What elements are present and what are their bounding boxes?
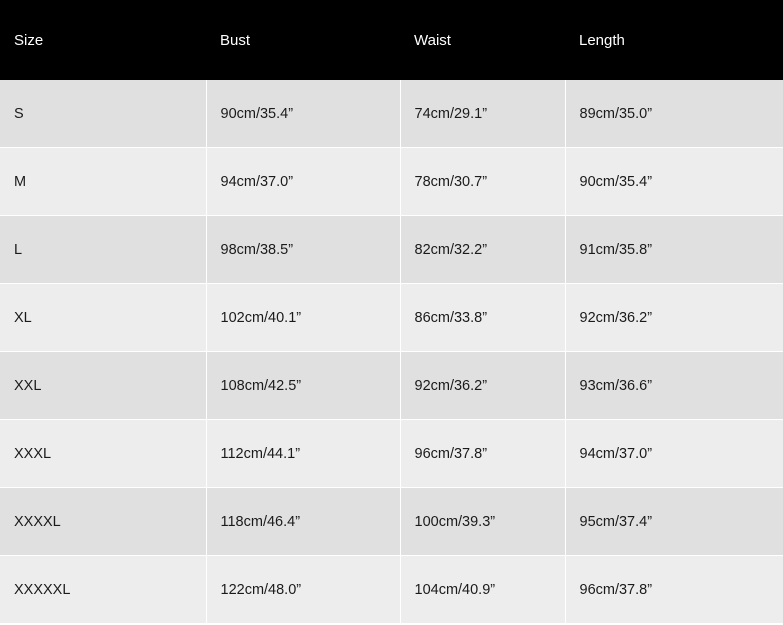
cell-length: 90cm/35.4” [565, 148, 783, 216]
table-header [0, 0, 783, 80]
cell-size: L [0, 216, 206, 284]
cell-waist: 74cm/29.1” [400, 80, 565, 148]
cell-waist: 96cm/37.8” [400, 420, 565, 488]
cell-size: XXXL [0, 420, 206, 488]
table-row [0, 80, 783, 148]
cell-waist: 78cm/30.7” [400, 148, 565, 216]
table-row [0, 488, 783, 556]
table-row [0, 420, 783, 488]
cell-size: S [0, 80, 206, 148]
cell-length: 89cm/35.0” [565, 80, 783, 148]
cell-waist: 92cm/36.2” [400, 352, 565, 420]
table-body [0, 80, 783, 624]
column-header-size: Size [0, 0, 206, 80]
cell-waist: 100cm/39.3” [400, 488, 565, 556]
table-row [0, 352, 783, 420]
cell-size: XXXXXL [0, 556, 206, 624]
cell-length: 94cm/37.0” [565, 420, 783, 488]
table-header-row [0, 0, 783, 80]
column-header-bust: Bust [206, 0, 400, 80]
cell-waist: 82cm/32.2” [400, 216, 565, 284]
cell-bust: 90cm/35.4” [206, 80, 400, 148]
cell-size: XL [0, 284, 206, 352]
cell-length: 92cm/36.2” [565, 284, 783, 352]
cell-bust: 94cm/37.0” [206, 148, 400, 216]
cell-bust: 98cm/38.5” [206, 216, 400, 284]
cell-bust: 112cm/44.1” [206, 420, 400, 488]
cell-length: 91cm/35.8” [565, 216, 783, 284]
table-row [0, 148, 783, 216]
cell-size: XXL [0, 352, 206, 420]
cell-length: 95cm/37.4” [565, 488, 783, 556]
cell-waist: 104cm/40.9” [400, 556, 565, 624]
cell-size: M [0, 148, 206, 216]
cell-bust: 122cm/48.0” [206, 556, 400, 624]
table-row [0, 556, 783, 624]
cell-length: 96cm/37.8” [565, 556, 783, 624]
column-header-waist: Waist [400, 0, 565, 80]
cell-bust: 118cm/46.4” [206, 488, 400, 556]
cell-waist: 86cm/33.8” [400, 284, 565, 352]
column-header-length: Length [565, 0, 783, 80]
cell-length: 93cm/36.6” [565, 352, 783, 420]
cell-size: XXXXL [0, 488, 206, 556]
cell-bust: 102cm/40.1” [206, 284, 400, 352]
table-row [0, 216, 783, 284]
table-row [0, 284, 783, 352]
cell-bust: 108cm/42.5” [206, 352, 400, 420]
